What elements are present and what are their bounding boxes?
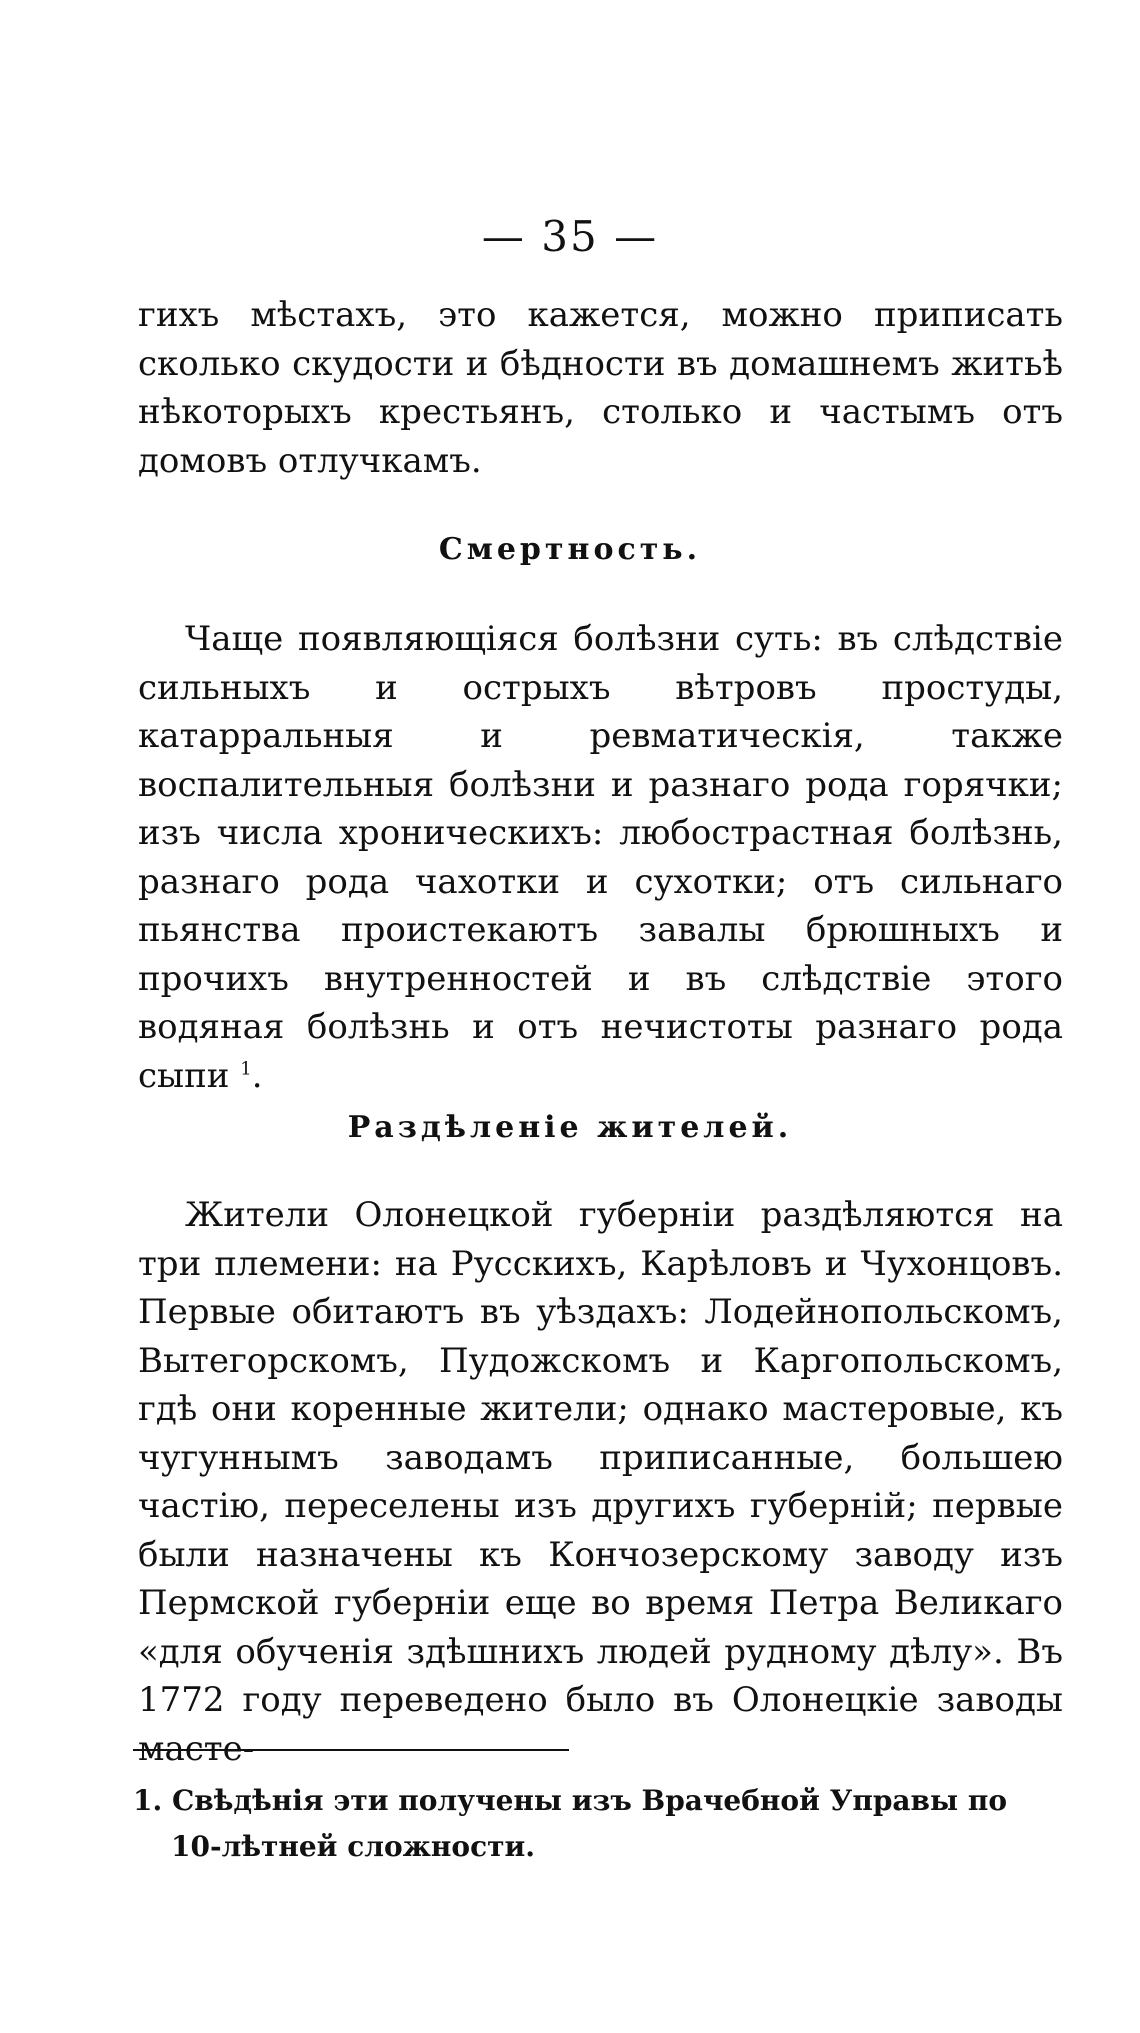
section-heading-inhabitants: Раздѣленіе жителей.: [347, 1110, 793, 1145]
inhabitants-paragraph: Жители Олонецкой губерніи раздѣляются на три племени: на Русскихъ, Карѣловъ и Чухонцовъ. Первые обитаютъ въ уѣздахъ: Лодейнопольскомъ, Вытегорскомъ, Пудожскомъ и Каргопольскомъ, гдѣ они коренные жители; однако мастеровые, къ чугуннымъ заводамъ приписанные, большею частію, переселены изъ другихъ губерній; первые были назначены къ Кончозерскому заводу изъ Пермской губерніи еще во время Петра Великаго «для обученія здѣшнихъ людей рудному дѣлу». Въ 1772 году переведено было въ Олонецкіе заводы масте-: [138, 1195, 1063, 1769]
section-heading-mortality: Смертность.: [438, 532, 702, 567]
page-number: — 35 —: [481, 212, 659, 261]
footnote-reference[interactable]: 1: [240, 1058, 252, 1080]
mortality-paragraph-end: .: [251, 1055, 263, 1096]
mortality-paragraph: [138, 615, 1063, 1100]
footnote-line-1: 1. Свѣдѣнія эти получены изъ Врачебной Управы по: [133, 1784, 1007, 1817]
footnote-line-2: 10-лѣтней сложности.: [171, 1830, 536, 1863]
footnote: [133, 1778, 1063, 1870]
continuation-paragraph: гихъ мѣстахъ, это кажется, можно приписать сколько скудости и бѣдности въ домашнемъ житьѣ нѣкоторыхъ крестьянъ, столько и частымъ отъ домовъ отлучкамъ.: [138, 295, 1063, 481]
footnote-divider: [133, 1749, 569, 1751]
mortality-paragraph-text: Чаще появляющіяся болѣзни суть: въ слѣдствіе сильныхъ и острыхъ вѣтровъ простуды, катарральныя и ревматическія, также воспалительныя болѣзни и разнаго рода горячки; изъ числа хроническихъ: любострастная болѣзнь, разнаго рода чахотки и сухотки; отъ сильнаго пьянства проистекаютъ завалы брюшныхъ и прочихъ внутренностей и въ слѣдствіе этого водяная болѣзнь и отъ нечистоты разнаго рода сыпи: [138, 619, 1063, 1096]
